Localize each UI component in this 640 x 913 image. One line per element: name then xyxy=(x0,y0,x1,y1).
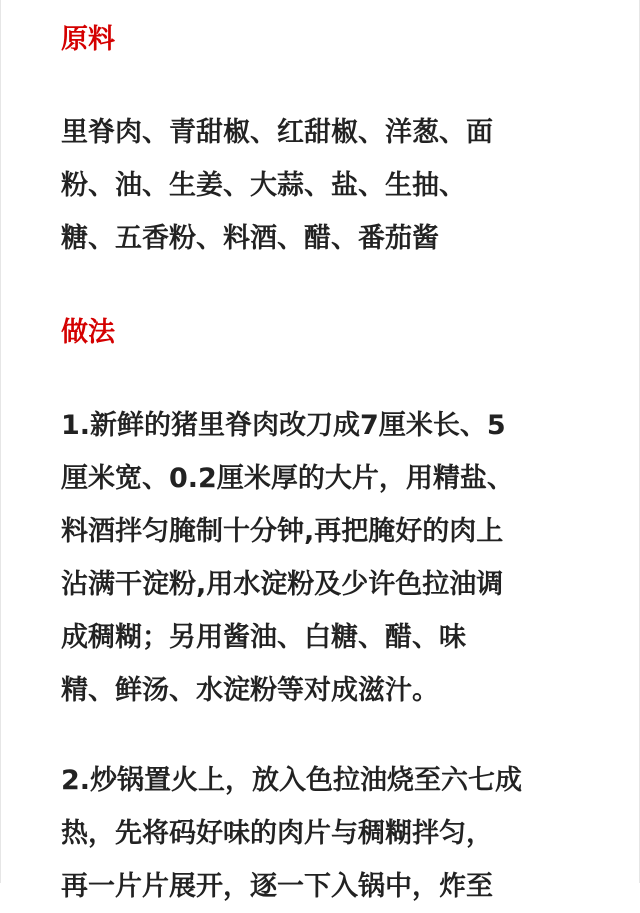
step-line: 沾满干淀粉,用水淀粉及少许色拉油调 xyxy=(61,569,504,600)
article-content xyxy=(61,16,581,913)
step-line: 厘米宽、0.2厘米厚的大片，用精盐、 xyxy=(61,463,514,494)
ingredients-line: 粉、油、生姜、大蒜、盐、生抽、 xyxy=(61,170,466,201)
step-line: 2.炒锅置火上，放入色拉油烧至六七成 xyxy=(61,765,523,796)
step-line: 成稠糊；另用酱油、白糖、醋、味 xyxy=(61,622,466,653)
ingredients-line: 里脊肉、青甜椒、红甜椒、洋葱、面 xyxy=(61,117,493,148)
ingredients-heading: 原料 xyxy=(61,24,115,55)
method-heading: 做法 xyxy=(61,317,115,348)
step-line: 精、鲜汤、水淀粉等对成滋汁。 xyxy=(61,675,439,706)
ingredients-paragraph xyxy=(61,106,581,265)
ingredients-line: 糖、五香粉、料酒、醋、番茄酱 xyxy=(61,223,439,254)
method-step-1 xyxy=(61,399,581,717)
step-line: 1.新鲜的猪里脊肉改刀成7厘米长、5 xyxy=(61,410,506,441)
method-step-2 xyxy=(61,754,581,913)
step-line: 料酒拌匀腌制十分钟,再把腌好的肉上 xyxy=(61,516,504,547)
step-line: 再一片片展开，逐一下入锅中，炸至 xyxy=(61,871,493,902)
step-line: 热，先将码好味的肉片与稠糊拌匀， xyxy=(61,818,493,849)
